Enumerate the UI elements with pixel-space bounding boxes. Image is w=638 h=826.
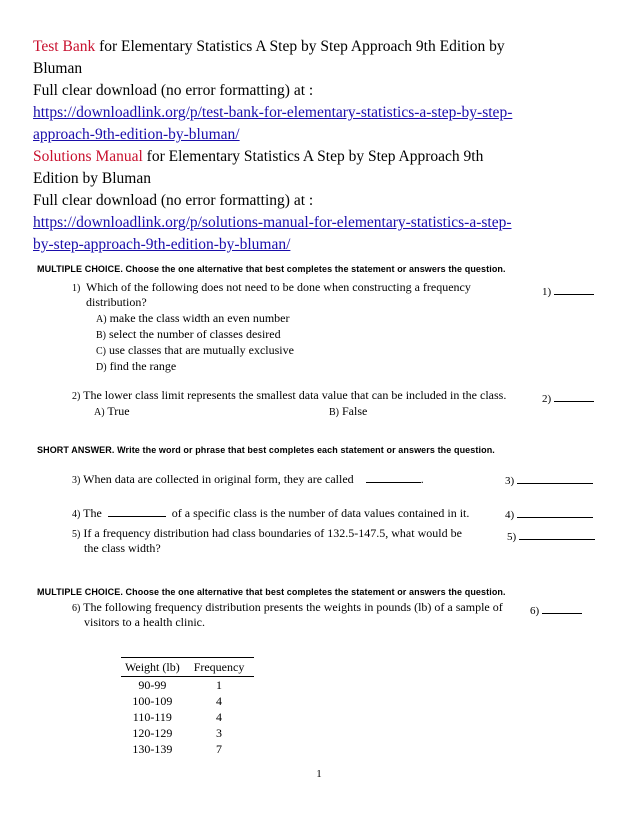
table-row	[121, 693, 254, 709]
header-line-2: Bluman	[33, 60, 83, 77]
download-link-2b[interactable]: by-step-approach-9th-edition-by-bluman/	[33, 236, 291, 253]
q3-answer-blank[interactable]	[517, 471, 593, 484]
q2-option-b	[329, 404, 367, 420]
table-row	[121, 709, 254, 725]
download-link-1a[interactable]: https://downloadlink.org/p/test-bank-for-elementary-statistics-a-step-by-step-	[33, 104, 513, 121]
q4-answer-label: 4)	[505, 509, 515, 521]
q5-text-a: If a frequency distribution had class boundaries of 132.5-147.5, what would be	[83, 526, 462, 540]
q1-option-c	[96, 343, 294, 359]
table-cell-weight: 110-119	[132, 710, 172, 724]
table-cell-weight: 120-129	[132, 726, 173, 740]
q3-line	[72, 470, 424, 488]
q3-number: 3)	[72, 475, 81, 486]
section-heading-short-answer: SHORT ANSWER. Write the word or phrase that best completes each statement or answers the question.	[37, 445, 495, 455]
q1-option-b-letter: B)	[96, 330, 106, 341]
q5-answer-blank[interactable]	[519, 527, 595, 540]
q1-option-a-letter: A)	[96, 314, 107, 325]
q2-answer-label: 2)	[542, 393, 552, 405]
table-row	[121, 725, 254, 741]
q3-answer-label: 3)	[505, 475, 515, 487]
q1-option-a-text: make the class width an even number	[109, 311, 290, 325]
section-heading-mc1: MULTIPLE CHOICE. Choose the one alternative that best completes the statement or answers the question.	[37, 264, 506, 274]
q4-line	[72, 504, 469, 522]
q1-option-d-text: find the range	[109, 359, 177, 373]
q4-answer-blank[interactable]	[517, 505, 593, 518]
table-cell-frequency: 4	[216, 710, 223, 724]
q1-answer-label: 1)	[542, 286, 552, 298]
table-cell-weight: 130-139	[132, 742, 173, 756]
header-line-1	[33, 36, 613, 58]
q6-text-b: visitors to a health clinic.	[84, 615, 205, 629]
q1-option-b	[96, 327, 281, 343]
q4-answer	[505, 505, 593, 521]
q6-answer-label: 6)	[530, 605, 540, 617]
q2-option-b-text: False	[342, 404, 368, 418]
q2-answer-blank[interactable]	[554, 389, 594, 402]
table-cell-frequency: 7	[216, 742, 223, 756]
download-link-2a[interactable]: https://downloadlink.org/p/solutions-manual-for-elementary-statistics-a-step-	[33, 214, 512, 231]
q1-text-b: distribution?	[86, 295, 147, 309]
q4-text-b: of a specific class is the number of data values contained in it.	[171, 506, 470, 520]
q3-answer	[505, 471, 593, 487]
q6-line-a	[72, 600, 503, 616]
q4-text-a: The	[83, 506, 102, 520]
q5-text-b: the class width?	[84, 541, 161, 555]
header-title-1: for Elementary Statistics A Step by Step Approach 9th Edition by	[95, 38, 505, 55]
q4-inline-blank[interactable]	[108, 504, 166, 517]
q2-option-a-letter: A)	[94, 407, 105, 418]
section-heading-mc2: MULTIPLE CHOICE. Choose the one alternative that best completes the statement or answers the question.	[37, 587, 506, 597]
q1-option-d-letter: D)	[96, 362, 107, 373]
page-number: 1	[316, 768, 322, 780]
q2-line	[72, 388, 506, 404]
q2-option-a	[94, 404, 130, 420]
q6-answer-blank[interactable]	[542, 601, 582, 614]
q5-number: 5)	[72, 529, 81, 540]
test-bank-label: Test Bank	[33, 38, 96, 55]
q1-option-b-text: select the number of classes desired	[109, 327, 281, 341]
solutions-manual-label: Solutions Manual	[33, 148, 143, 165]
table-header-frequency: Frequency	[190, 658, 255, 677]
table-cell-weight: 90-99	[138, 678, 167, 692]
table-header-row	[121, 658, 254, 677]
table-cell-frequency: 4	[216, 694, 223, 708]
q6-answer	[530, 601, 582, 617]
q1-option-d	[96, 359, 176, 375]
q2-option-a-text: True	[107, 404, 130, 418]
q1-number: 1)	[72, 283, 81, 294]
q3-inline-blank[interactable]	[366, 470, 421, 483]
header-title-2: for Elementary Statistics A Step by Step Approach 9th	[142, 148, 484, 165]
download-link-1b[interactable]: approach-9th-edition-by-bluman/	[33, 126, 240, 143]
q2-option-b-letter: B)	[329, 407, 339, 418]
table-row	[121, 741, 254, 757]
q4-number: 4)	[72, 509, 81, 520]
q2-answer	[542, 389, 594, 405]
table-cell-weight: 100-109	[132, 694, 173, 708]
q1-text-a: Which of the following does not need to be done when constructing a frequency	[86, 280, 471, 294]
q1-option-c-letter: C)	[96, 346, 106, 357]
table-header-weight: Weight (lb)	[121, 658, 190, 677]
table-row	[121, 677, 254, 694]
q3-text-b: .	[420, 472, 424, 486]
q1-answer	[542, 282, 594, 298]
q6-number: 6)	[72, 603, 81, 614]
q1-option-c-text: use classes that are mutually exclusive	[109, 343, 294, 357]
q6-text-a: The following frequency distribution presents the weights in pounds (lb) of a sample of	[83, 600, 503, 614]
table-cell-frequency: 1	[216, 678, 223, 692]
q2-number: 2)	[72, 391, 81, 402]
q3-text-a: When data are collected in original form, they are called	[83, 472, 354, 486]
q5-answer-label: 5)	[507, 531, 517, 543]
table-cell-frequency: 3	[216, 726, 223, 740]
q1-option-a	[96, 311, 290, 327]
q5-answer	[507, 527, 595, 543]
q5-line-a	[72, 526, 462, 542]
header-line-3: Full clear download (no error formatting) at :	[33, 82, 314, 99]
q1-answer-blank[interactable]	[554, 282, 594, 295]
q2-text: The lower class limit represents the smallest data value that can be included in the class.	[83, 388, 507, 402]
header-line-7: Edition by Bluman	[33, 170, 151, 187]
frequency-table	[121, 657, 254, 757]
header-line-8: Full clear download (no error formatting) at :	[33, 192, 314, 209]
header-line-6	[33, 146, 613, 168]
